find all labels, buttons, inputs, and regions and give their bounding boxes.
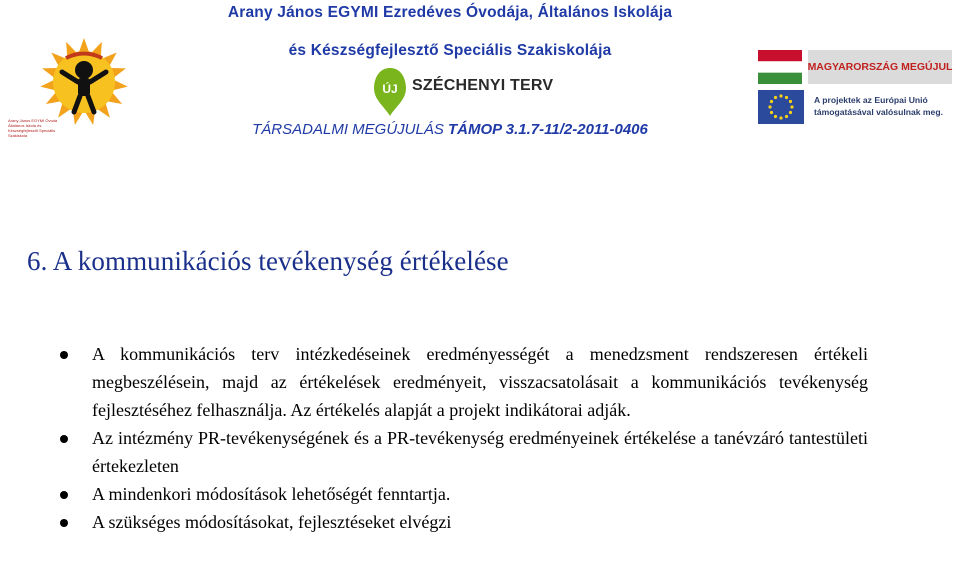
list-item-text: A mindenkori módosítások lehetőségét fenntartja.: [92, 484, 451, 504]
list-item-text: Az intézmény PR-tevékenységének és a PR-tevékenység eredményeinek értékelése a tanévzáró tantestületi értekezleten: [92, 428, 868, 476]
list-item-text: A szükséges módosításokat, fejlesztéseket elvégzi: [92, 512, 452, 532]
bullet-icon: [60, 351, 68, 359]
szechenyi-leaf-icon: [372, 66, 408, 118]
eu-support-line2: támogatásával valósulnak meg.: [814, 107, 943, 117]
list-item: [0, 508, 868, 536]
list-item-text: A kommunikációs terv intézkedéseinek eredményességét a menedzsment rendszeresen értékeli megbeszélésein, majd az értékelések eredményeit, visszacsatolásait a kommunikációs tevékenység fejlesztéséhez felhasználja. Az értékelés alapját a projekt indikátorai adják.: [92, 344, 868, 420]
bullet-icon: [60, 519, 68, 527]
svg-text:Szakiskola: Szakiskola: [8, 133, 28, 138]
section-heading: 6. A kommunikációs tevékenység értékelése: [27, 246, 509, 276]
magyarorszag-megujul-logo: [758, 50, 952, 84]
header-school-name-line1: Arany János EGYMI Ezredéves Óvodája, Általános Iskolája: [227, 4, 673, 21]
eu-flag-icon: [758, 90, 804, 124]
magyarorszag-megujul-label: MAGYARORSZÁG MEGÚJUL: [808, 50, 952, 84]
eu-support-logo: [758, 90, 956, 124]
bullet-list: [0, 340, 960, 536]
header-school-name-line2: és Készségfejlesztő Speciális Szakiskolája: [288, 42, 612, 59]
list-item: [0, 340, 868, 424]
svg-text:Arany János EGYMI Óvoda: Arany János EGYMI Óvoda: [8, 118, 58, 123]
list-item: [0, 480, 868, 508]
bullet-icon: [60, 435, 68, 443]
szechenyi-terv-label: SZÉCHENYI TERV: [412, 77, 554, 94]
szechenyi-terv-logo: [372, 66, 552, 122]
svg-text:Készségfejlesztő Speciális: Készségfejlesztő Speciális: [8, 128, 56, 133]
eu-support-line1: A projektek az Európai Unió: [814, 95, 928, 105]
tamop-code: TÁMOP 3.1.7-11/2-2011-0406: [448, 121, 648, 138]
hungarian-flag-icon: [758, 50, 802, 84]
svg-text:Általános Iskola és: Általános Iskola és: [8, 123, 42, 128]
tamop-prefix: TÁRSADALMI MEGÚJULÁS: [252, 121, 449, 138]
eu-support-text: [814, 94, 943, 118]
bullet-icon: [60, 491, 68, 499]
svg-text:ÚJ: ÚJ: [382, 82, 398, 96]
list-item: [0, 424, 868, 480]
